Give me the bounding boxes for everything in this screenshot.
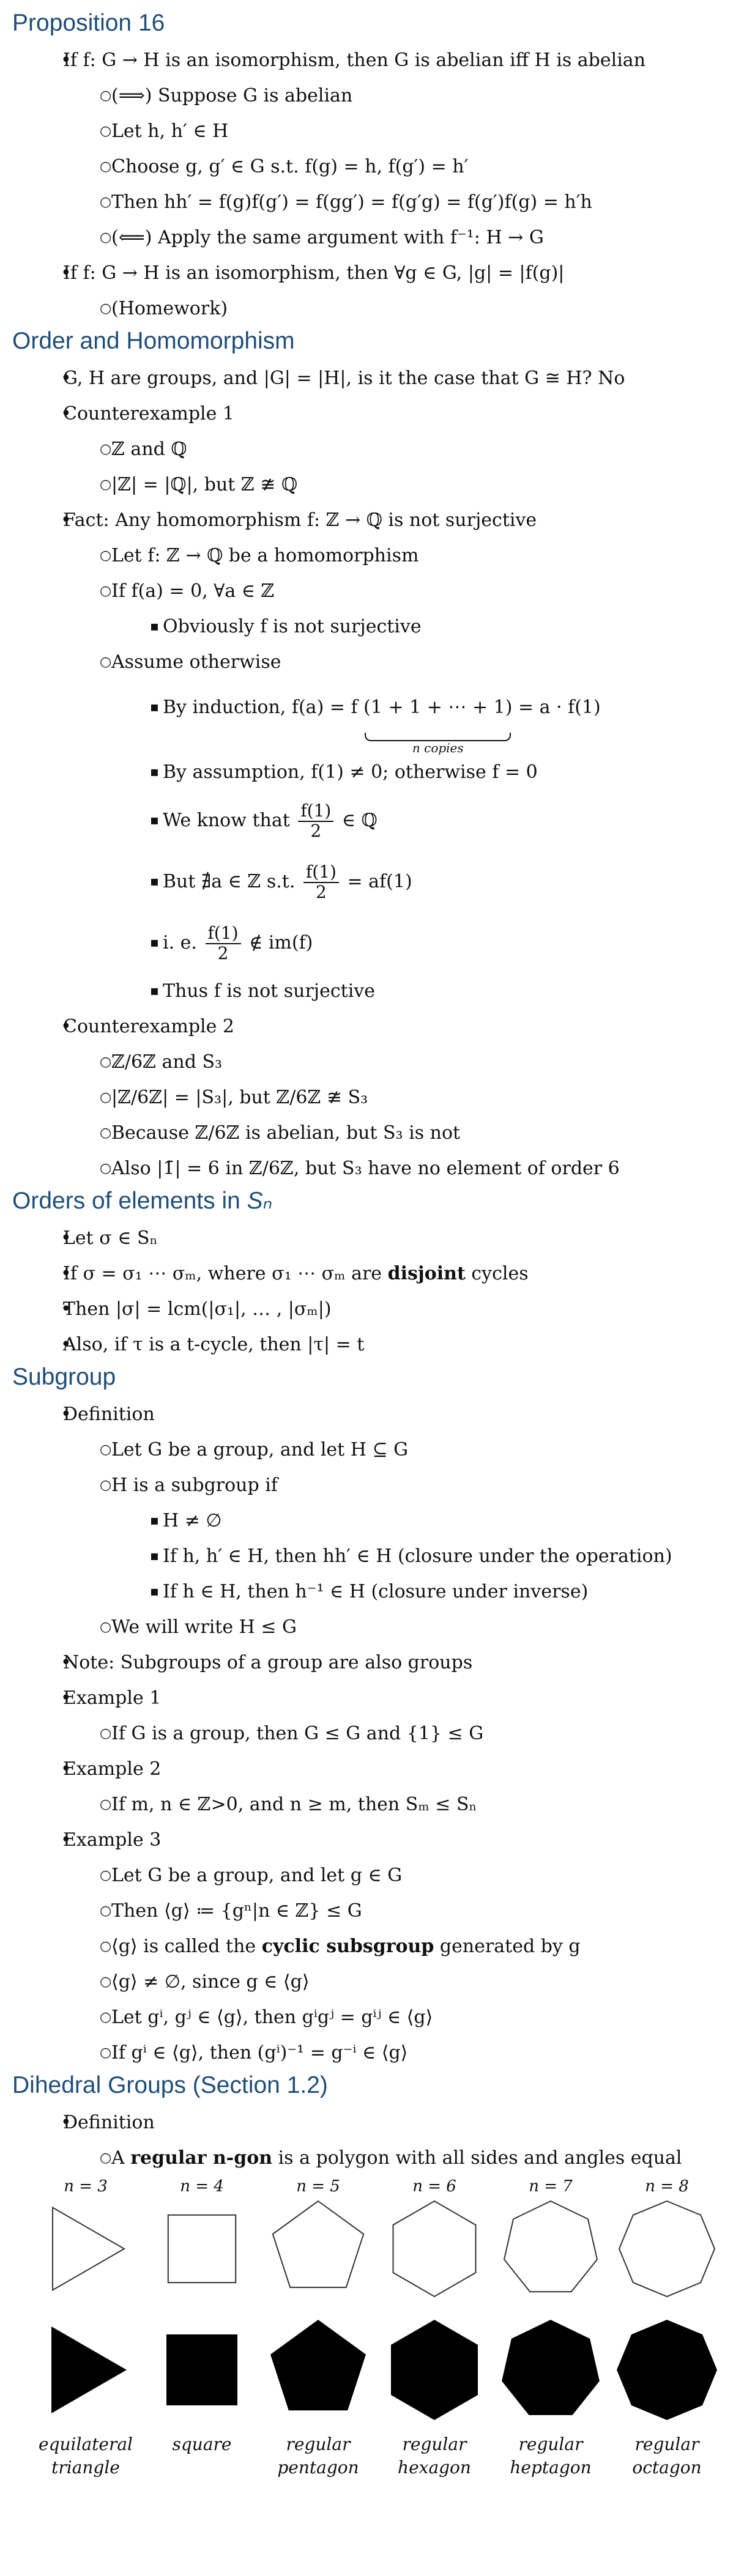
caption-line: regular <box>518 2434 583 2454</box>
n-label: n = 6 <box>412 2177 456 2196</box>
list-item: ○ ⟨g⟩ ≠ ∅, since g ∈ ⟨g⟩ <box>12 1964 743 2000</box>
list-item: • Example 1 <box>12 1681 743 1716</box>
list-item: • Note: Subgroups of a group are also groups <box>12 1645 743 1681</box>
polygon-outline <box>382 2197 486 2301</box>
list-item: ○ Then ⟨g⟩ ≔ {gⁿ|n ∈ ℤ} ≤ G <box>12 1893 743 1929</box>
polygon-outline <box>266 2197 370 2301</box>
polygon-filled <box>266 2312 370 2428</box>
list-item: ○ ℤ and ℚ <box>12 432 743 467</box>
fraction: $\frac{f(1)}{2}$ <box>298 802 333 841</box>
list-item: • Example 2 <box>12 1752 743 1787</box>
list-item: • G, H are groups, and |G| = |H|, is it the case that G ≅ H? No <box>12 361 743 396</box>
list-item: ▪ We know that $\frac{f(1)}{2}$ ∈ ℚ <box>12 790 743 851</box>
list-item: ○ Choose g, g′ ∈ G s.t. f(g) = h, f(g′) = h′ <box>12 149 743 185</box>
list-item: • Let σ ∈ Sₙ <box>12 1221 743 1256</box>
polygon-column <box>609 2176 725 2479</box>
list-item: ○ We will write H ≤ G <box>12 1610 743 1645</box>
list-item: ▪ But ∄a ∈ ℤ s.t. $\frac{f(1)}{2}$ = af(1) <box>12 851 743 912</box>
list-item: ○ Then hh′ = f(g)f(g′) = f(gg′) = f(g′g) = f(g′)f(g) = h′h <box>12 185 743 220</box>
polygon-column <box>493 2176 609 2479</box>
caption-line: hexagon <box>398 2457 471 2478</box>
polygon-column <box>144 2176 260 2456</box>
list-item: ○ If f(a) = 0, ∀a ∈ ℤ <box>12 574 743 609</box>
polygon-filled <box>34 2312 138 2428</box>
list-item: • Definition <box>12 2105 743 2141</box>
list-item: ○ Let f: ℤ → ℚ be a homomorphism <box>12 538 743 574</box>
order-list <box>12 361 743 1186</box>
list-item: • Counterexample 1 <box>12 396 743 432</box>
dihedral-list <box>12 2105 743 2176</box>
list-item: ○ Assume otherwise <box>12 645 743 680</box>
caption-line: regular <box>402 2434 467 2454</box>
list-item: • Also, if τ is a t-cycle, then |τ| = t <box>12 1327 743 1363</box>
list-item: ○ A regular n-gon is a polygon with all sides and angles equal <box>12 2141 743 2176</box>
list-item: ○ Also |1̄| = 6 in ℤ/6ℤ, but S₃ have no element of order 6 <box>12 1151 743 1186</box>
list-item: ○ Let G be a group, and let g ∈ G <box>12 1858 743 1893</box>
prop16-list <box>12 43 743 327</box>
caption-line: heptagon <box>510 2457 592 2478</box>
orders-list <box>12 1221 743 1363</box>
list-item: ○ |ℤ/6ℤ| = |S₃|, but ℤ/6ℤ ≇ S₃ <box>12 1080 743 1116</box>
list-item: • If σ = σ₁ ⋯ σₘ, where σ₁ ⋯ σₘ are disjoint cycles <box>12 1256 743 1292</box>
list-item: ○ Let G be a group, and let H ⊆ G <box>12 1432 743 1468</box>
list-item: • Definition <box>12 1397 743 1432</box>
n-label: n = 5 <box>296 2177 340 2196</box>
polygon-outline <box>499 2197 603 2301</box>
list-item: ○ (Homework) <box>12 291 743 327</box>
fraction: $\frac{f(1)}{2}$ <box>206 924 241 963</box>
heading-dihedral-groups: Dihedral Groups (Section 1.2) <box>12 2072 328 2098</box>
list-item: • Fact: Any homomorphism f: ℤ → ℚ is not surjective <box>12 503 743 538</box>
list-item: ▪ If h, h′ ∈ H, then hh′ ∈ H (closure under the operation) <box>12 1539 743 1574</box>
fraction: $\frac{f(1)}{2}$ <box>303 863 339 902</box>
polygon-caption <box>28 2433 144 2479</box>
list-item: ○ Because ℤ/6ℤ is abelian, but S₃ is not <box>12 1116 743 1151</box>
n-label: n = 3 <box>64 2177 108 2196</box>
heading-proposition-16: Proposition 16 <box>12 10 165 36</box>
list-item: • If f: G → H is an isomorphism, then ∀g ∈ G, |g| = |f(g)| <box>12 256 743 291</box>
list-item: • Counterexample 2 <box>12 1009 743 1045</box>
list-item: ▪ H ≠ ∅ <box>12 1503 743 1539</box>
list-item: ○ (⟸) Apply the same argument with f⁻¹: H → G <box>12 220 743 256</box>
list-item: ○ Let gⁱ, gʲ ∈ ⟨g⟩, then gⁱgʲ = gⁱʲ ∈ ⟨g⟩ <box>12 2000 743 2035</box>
list-item: ▪ By assumption, f(1) ≠ 0; otherwise f = 0 <box>12 755 743 790</box>
underbrace: (1 + 1 + ⋯ + 1) n copies <box>363 697 513 755</box>
list-item: • If f: G → H is an isomorphism, then G is abelian iff H is abelian <box>12 43 743 78</box>
list-item: ▪ i. e. $\frac{f(1)}{2}$ ∉ im(f) <box>12 912 743 974</box>
list-item: ○ If G is a group, then G ≤ G and {1} ≤ G <box>12 1716 743 1752</box>
heading-orders-of-elements: Orders of elements in Sₙ <box>12 1188 273 1214</box>
n-label: n = 4 <box>180 2177 224 2196</box>
caption-line: square <box>172 2434 232 2454</box>
caption-line: equilateral <box>39 2434 133 2454</box>
polygon-column <box>376 2176 493 2479</box>
list-item: ▪ Obviously f is not surjective <box>12 609 743 645</box>
polygon-filled <box>615 2312 719 2428</box>
caption-line: triangle <box>51 2457 120 2478</box>
list-item: • Example 3 <box>12 1823 743 1858</box>
n-label: n = 7 <box>529 2177 573 2196</box>
subgroup-list <box>12 1397 743 2071</box>
list-item: ▪ By induction, f(a) = f (1 + 1 + ⋯ + 1) n copies = a · f(1) <box>12 680 743 755</box>
list-item: ○ If m, n ∈ ℤ>0, and n ≥ m, then Sₘ ≤ Sₙ <box>12 1787 743 1823</box>
caption-line: regular <box>286 2434 351 2454</box>
polygon-outline <box>615 2197 719 2301</box>
polygon-outline <box>150 2197 254 2301</box>
polygon-column <box>28 2176 144 2479</box>
caption-line: pentagon <box>277 2457 359 2478</box>
polygon-filled <box>499 2312 603 2428</box>
list-item: ▪ If h ∈ H, then h⁻¹ ∈ H (closure under inverse) <box>12 1574 743 1610</box>
n-label: n = 8 <box>645 2177 689 2196</box>
polygon-column <box>260 2176 376 2479</box>
list-item: ▪ Thus f is not surjective <box>12 974 743 1009</box>
list-item: ○ H is a subgroup if <box>12 1468 743 1503</box>
list-item: ○ Let h, h′ ∈ H <box>12 114 743 149</box>
regular-polygons-figure <box>12 2176 755 2519</box>
polygon-filled <box>150 2312 254 2428</box>
polygon-outline <box>34 2197 138 2301</box>
polygon-caption <box>609 2433 725 2479</box>
polygon-caption <box>144 2433 260 2456</box>
caption-line: regular <box>634 2434 699 2454</box>
caption-line: octagon <box>632 2457 702 2478</box>
polygon-caption <box>260 2433 376 2479</box>
heading-order-homomorphism: Order and Homomorphism <box>12 328 295 354</box>
list-item: ○ |ℤ| = |ℚ|, but ℤ ≇ ℚ <box>12 467 743 503</box>
polygon-caption <box>493 2433 609 2479</box>
list-item: • Then |σ| = lcm(|σ₁|, … , |σₘ|) <box>12 1292 743 1327</box>
list-item: ○ If gⁱ ∈ ⟨g⟩, then (gⁱ)⁻¹ = g⁻ⁱ ∈ ⟨g⟩ <box>12 2035 743 2071</box>
polygon-caption <box>376 2433 493 2479</box>
heading-subgroup: Subgroup <box>12 1364 116 1390</box>
list-item: ○ (⟹) Suppose G is abelian <box>12 78 743 114</box>
list-item: ○ ⟨g⟩ is called the cyclic subsgroup generated by g <box>12 1929 743 1964</box>
list-item: ○ ℤ/6ℤ and S₃ <box>12 1045 743 1080</box>
polygon-filled <box>382 2312 486 2428</box>
